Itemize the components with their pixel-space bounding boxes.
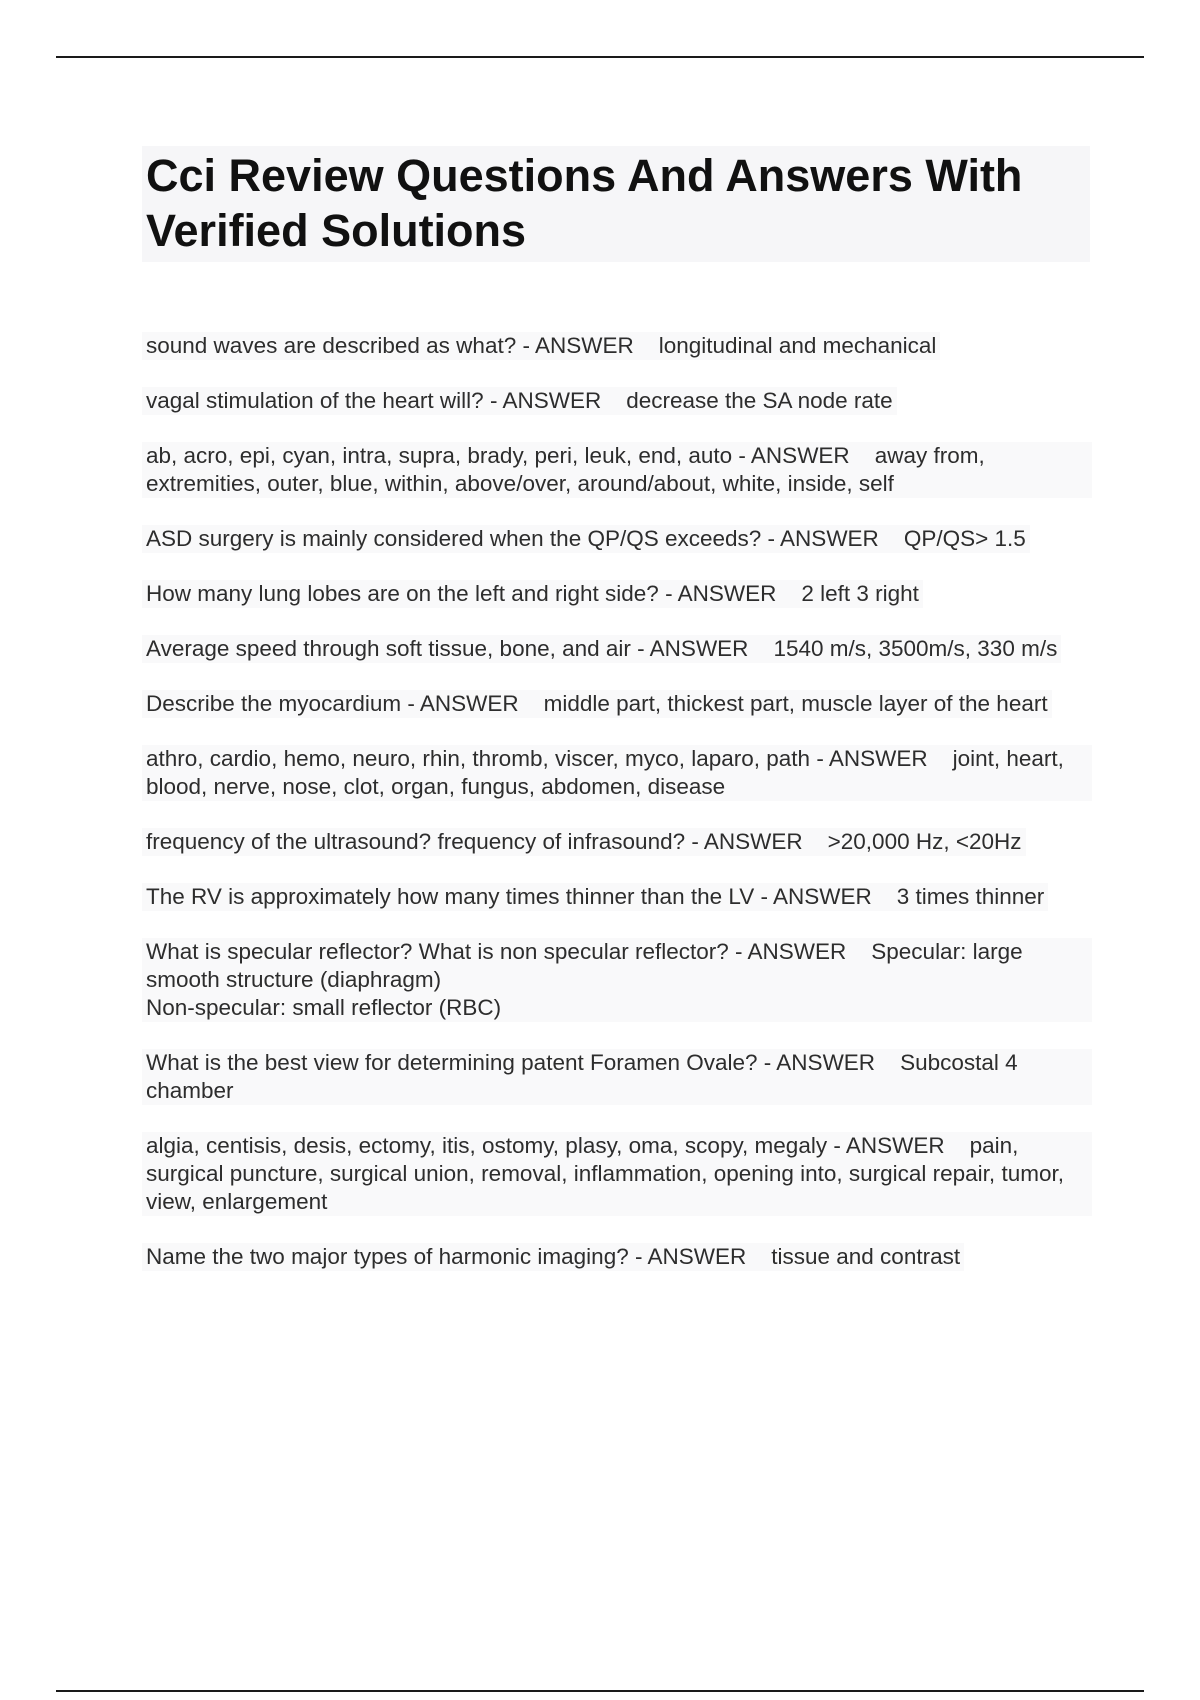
answer-separator: - ANSWER bbox=[630, 636, 774, 661]
qa-item bbox=[142, 883, 1048, 911]
header-rule bbox=[56, 56, 1144, 58]
answer-separator: - ANSWER bbox=[516, 333, 659, 358]
document-title: Cci Review Questions And Answers With Verified Solutions bbox=[146, 150, 1023, 256]
qa-question: frequency of the ultrasound? frequency of infrasound? bbox=[146, 829, 686, 854]
qa-answer: decrease the SA node rate bbox=[626, 388, 893, 413]
qa-item bbox=[142, 690, 1052, 718]
answer-separator: - ANSWER bbox=[658, 581, 802, 606]
qa-question: ASD surgery is mainly considered when the QP/QS exceeds? bbox=[146, 526, 762, 551]
qa-item bbox=[142, 525, 1030, 553]
qa-answer: away from, extremities, outer, blue, within, above/over, around/about, white, inside, self bbox=[146, 443, 985, 496]
qa-item bbox=[142, 580, 923, 608]
qa-answer: QP/QS> 1.5 bbox=[903, 526, 1026, 551]
qa-item bbox=[142, 938, 1092, 1022]
qa-question: athro, cardio, hemo, neuro, rhin, thromb, viscer, myco, laparo, path bbox=[146, 746, 811, 771]
qa-question: Describe the myocardium bbox=[146, 691, 402, 716]
qa-item bbox=[142, 635, 1061, 663]
qa-item bbox=[142, 828, 1026, 856]
qa-answer: 1540 m/s, 3500m/s, 330 m/s bbox=[773, 636, 1058, 661]
qa-answer: >20,000 Hz, <20Hz bbox=[827, 829, 1022, 854]
qa-item bbox=[142, 332, 940, 360]
answer-separator: - ANSWER bbox=[628, 1244, 772, 1269]
qa-question: Name the two major types of harmonic imaging? bbox=[146, 1244, 629, 1269]
qa-question: How many lung lobes are on the left and right side? bbox=[146, 581, 659, 606]
answer-separator: - ANSWER bbox=[757, 1050, 901, 1075]
qa-answer: tissue and contrast bbox=[771, 1244, 961, 1269]
qa-answer: Subcostal 4 chamber bbox=[146, 1050, 1018, 1103]
qa-item bbox=[142, 387, 897, 415]
qa-question: ab, acro, epi, cyan, intra, supra, brady, peri, leuk, end, auto bbox=[146, 443, 733, 468]
qa-answer: pain, surgical puncture, surgical union, removal, inflammation, opening into, surgical repair, tumor, view, enlargement bbox=[146, 1133, 1064, 1214]
qa-question: What is specular reflector? What is non specular reflector? bbox=[146, 939, 729, 964]
answer-separator: - ANSWER bbox=[401, 691, 544, 716]
qa-answer: Specular: large smooth structure (diaphragm) Non-specular: small reflector (RBC) bbox=[146, 939, 1023, 1020]
qa-item bbox=[142, 1243, 964, 1271]
footer-rule bbox=[56, 1690, 1144, 1692]
qa-item bbox=[142, 442, 1092, 498]
qa-question: vagal stimulation of the heart will? bbox=[146, 388, 484, 413]
answer-separator: - ANSWER bbox=[728, 939, 872, 964]
qa-question: sound waves are described as what? bbox=[146, 333, 517, 358]
qa-item bbox=[142, 745, 1092, 801]
answer-separator: - ANSWER bbox=[483, 388, 627, 413]
qa-item bbox=[142, 1049, 1092, 1105]
qa-question: The RV is approximately how many times thinner than the LV bbox=[146, 884, 755, 909]
qa-answer: 3 times thinner bbox=[896, 884, 1045, 909]
answer-separator: - ANSWER bbox=[732, 443, 875, 468]
qa-list bbox=[142, 332, 1092, 1298]
answer-separator: - ANSWER bbox=[761, 526, 904, 551]
qa-item bbox=[142, 1132, 1092, 1216]
title-block bbox=[142, 146, 1090, 262]
answer-separator: - ANSWER bbox=[827, 1133, 970, 1158]
qa-question: algia, centisis, desis, ectomy, itis, ostomy, plasy, oma, scopy, megaly bbox=[146, 1133, 828, 1158]
qa-question: Average speed through soft tissue, bone, and air bbox=[146, 636, 631, 661]
qa-answer: 2 left 3 right bbox=[801, 581, 919, 606]
answer-separator: - ANSWER bbox=[810, 746, 953, 771]
answer-separator: - ANSWER bbox=[754, 884, 897, 909]
qa-question: What is the best view for determining patent Foramen Ovale? bbox=[146, 1050, 758, 1075]
answer-separator: - ANSWER bbox=[685, 829, 828, 854]
qa-answer: middle part, thickest part, muscle layer of the heart bbox=[543, 691, 1048, 716]
qa-answer: joint, heart, blood, nerve, nose, clot, organ, fungus, abdomen, disease bbox=[146, 746, 1064, 799]
qa-answer: longitudinal and mechanical bbox=[658, 333, 937, 358]
